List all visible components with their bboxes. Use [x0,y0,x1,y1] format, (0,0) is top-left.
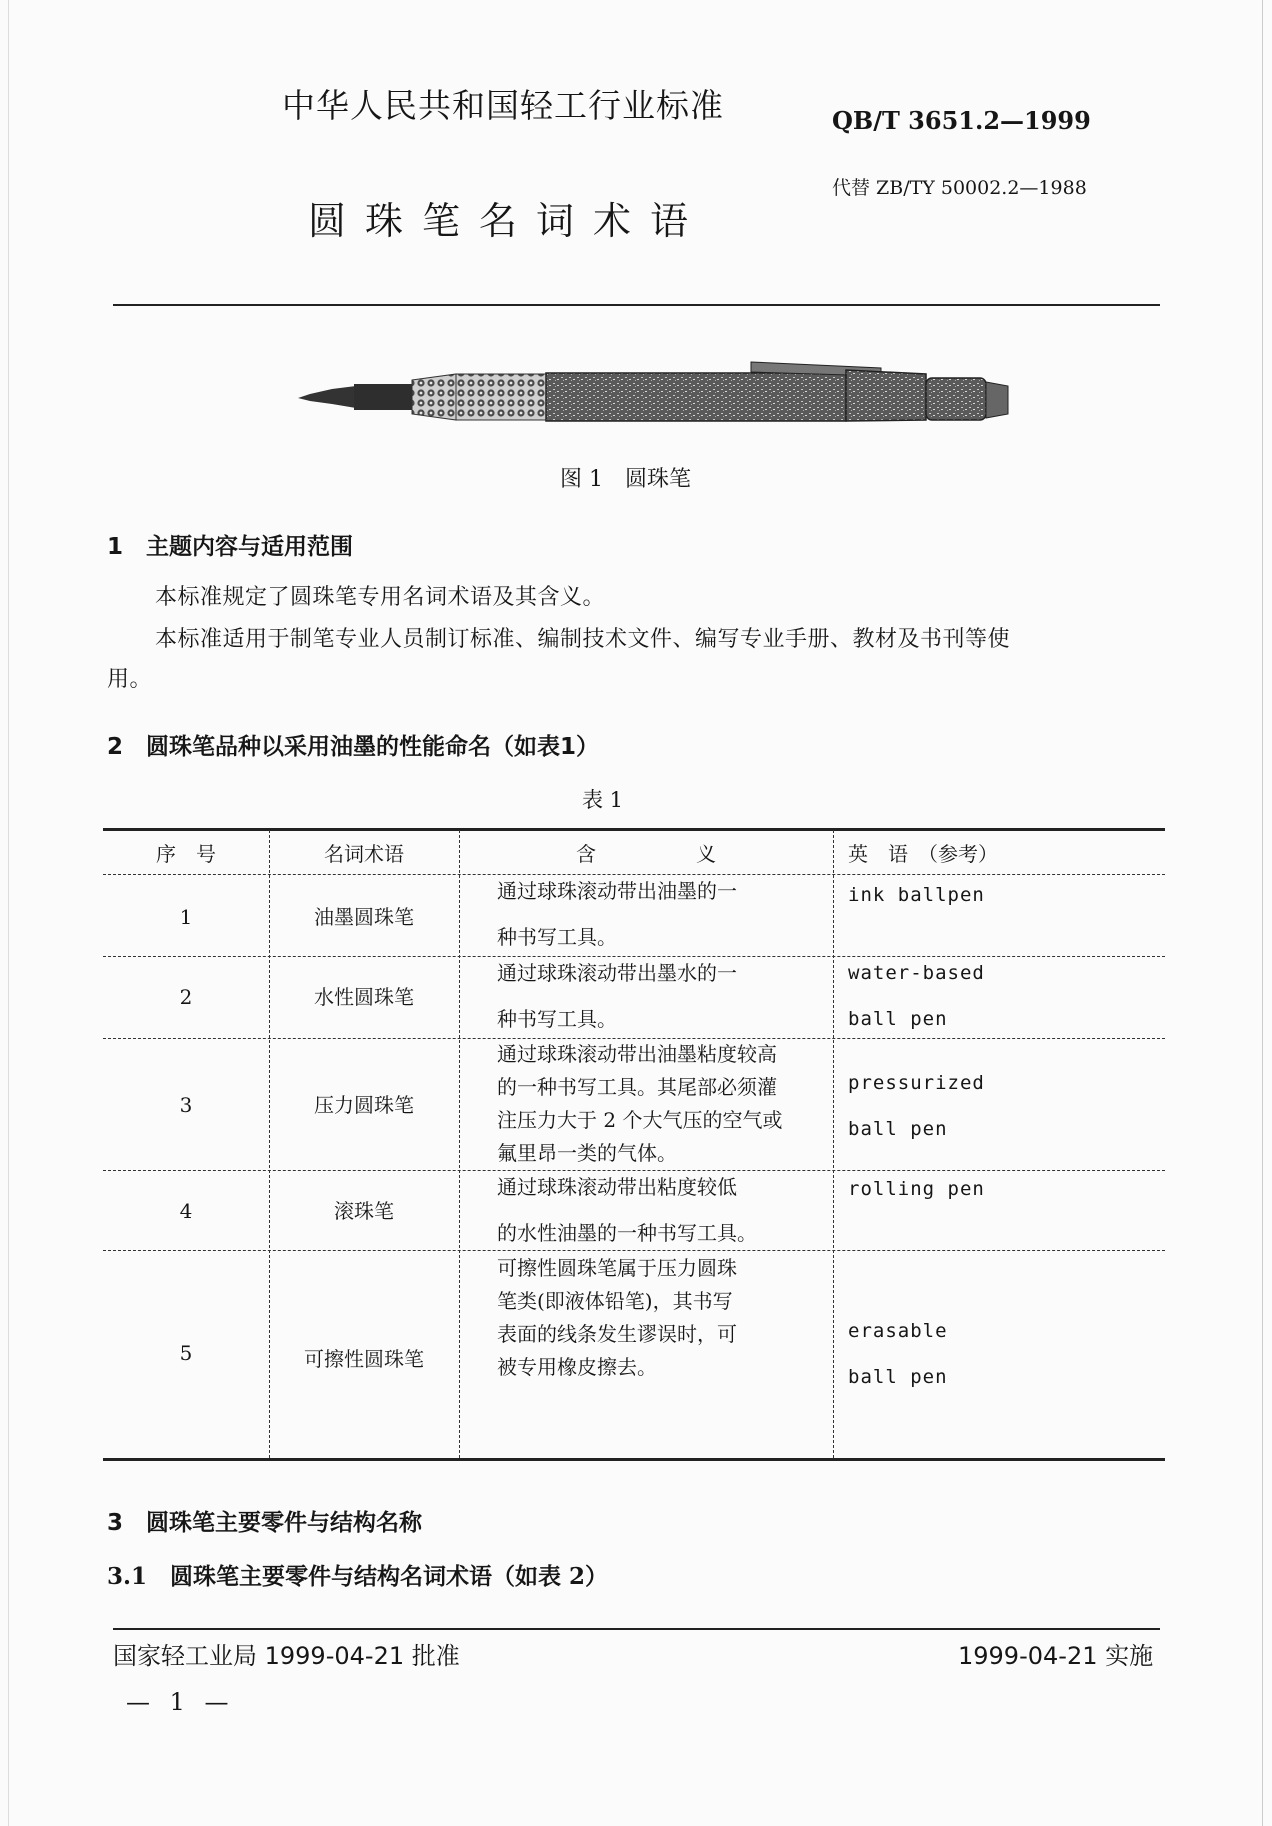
section-3-heading: 3 圆珠笔主要零件与结构名称 [107,1510,423,1536]
section-1-paragraph-2-continued: 用。 [107,667,153,692]
org-title: 中华人民共和国轻工行业标准 [282,86,724,125]
table-cell-english: rolling pen [848,1178,985,1200]
table-cell-no: 4 [179,1199,193,1223]
standard-number: QB/T 3651.2—1999 [832,106,1091,135]
scan-left-edge [0,0,9,1826]
page-number: — 1 — [126,1688,235,1716]
table-cell-term: 压力圆珠笔 [314,1093,414,1117]
header-term: 名词术语 [324,842,404,866]
table-cell-no: 5 [179,1341,193,1365]
section-1-paragraph-1: 本标准规定了圆珠笔专用名词术语及其含义。 [155,585,606,610]
section-3-1-heading: 3.1 圆珠笔主要零件与结构名词术语（如表 2） [107,1563,609,1590]
table-cell-no: 1 [179,905,193,929]
table-cell-english: water-based ball pen [848,962,985,1030]
table-cell-meaning: 通过球珠滚动带出墨水的一 种书写工具。 [497,961,737,1031]
table-cell-meaning: 通过球珠滚动带出粘度较低 的水性油墨的一种书写工具。 [497,1175,757,1245]
table-cell-no: 2 [179,985,193,1009]
replaces-standard: 代替 ZB/TY 50002.2—1988 [832,177,1087,199]
scan-right-edge [1262,0,1272,1826]
table-cell-english: ink ballpen [848,884,985,906]
table-column-rule [459,830,460,1458]
table-cell-term: 滚珠笔 [334,1199,394,1223]
section-1-paragraph-2: 本标准适用于制笔专业人员制订标准、编制技术文件、编写专业手册、教材及书刊等使 [155,627,1011,652]
table-cell-meaning: 可擦性圆珠笔属于压力圆珠 笔类(即液体铅笔)，其书写 表面的线条发生谬误时，可 被专用橡皮擦去。 [497,1256,737,1379]
header-meaning: 含 义 [576,842,716,866]
table-cell-term: 可擦性圆珠笔 [304,1347,424,1371]
table-top-rule [103,828,1165,831]
approval-note: 国家轻工业局 1999-04-21 批准 [113,1642,460,1670]
table-bottom-rule [103,1458,1165,1461]
header-english: 英 语 （参考） [848,842,998,866]
header-rule [113,304,1160,306]
section-2-heading: 2 圆珠笔品种以采用油墨的性能命名（如表1） [107,734,600,760]
figure-caption: 图 1 圆珠笔 [560,467,691,492]
table-cell-meaning: 通过球珠滚动带出油墨粘度较高 的一种书写工具。其尾部必须灌 注压力大于 2 个大气压的空气或 氟里昂一类的气体。 [497,1042,783,1165]
table-cell-term: 水性圆珠笔 [314,985,414,1009]
table-cell-english: erasable ball pen [848,1320,948,1388]
table-cell-term: 油墨圆珠笔 [314,905,414,929]
effective-date: 1999-04-21 实施 [958,1642,1154,1670]
ballpen-illustration [296,358,1010,430]
document-title: 圆珠笔名词术语 [308,199,708,243]
table-cell-english: pressurized ball pen [848,1072,985,1140]
footer-rule [113,1628,1160,1630]
header-no: 序 号 [156,842,216,866]
table-cell-meaning: 通过球珠滚动带出油墨的一 种书写工具。 [497,879,737,949]
section-1-heading: 1 主题内容与适用范围 [107,534,354,560]
table-1-caption: 表 1 [582,788,624,812]
table-cell-no: 3 [179,1093,193,1117]
table-1 [103,824,1165,1464]
